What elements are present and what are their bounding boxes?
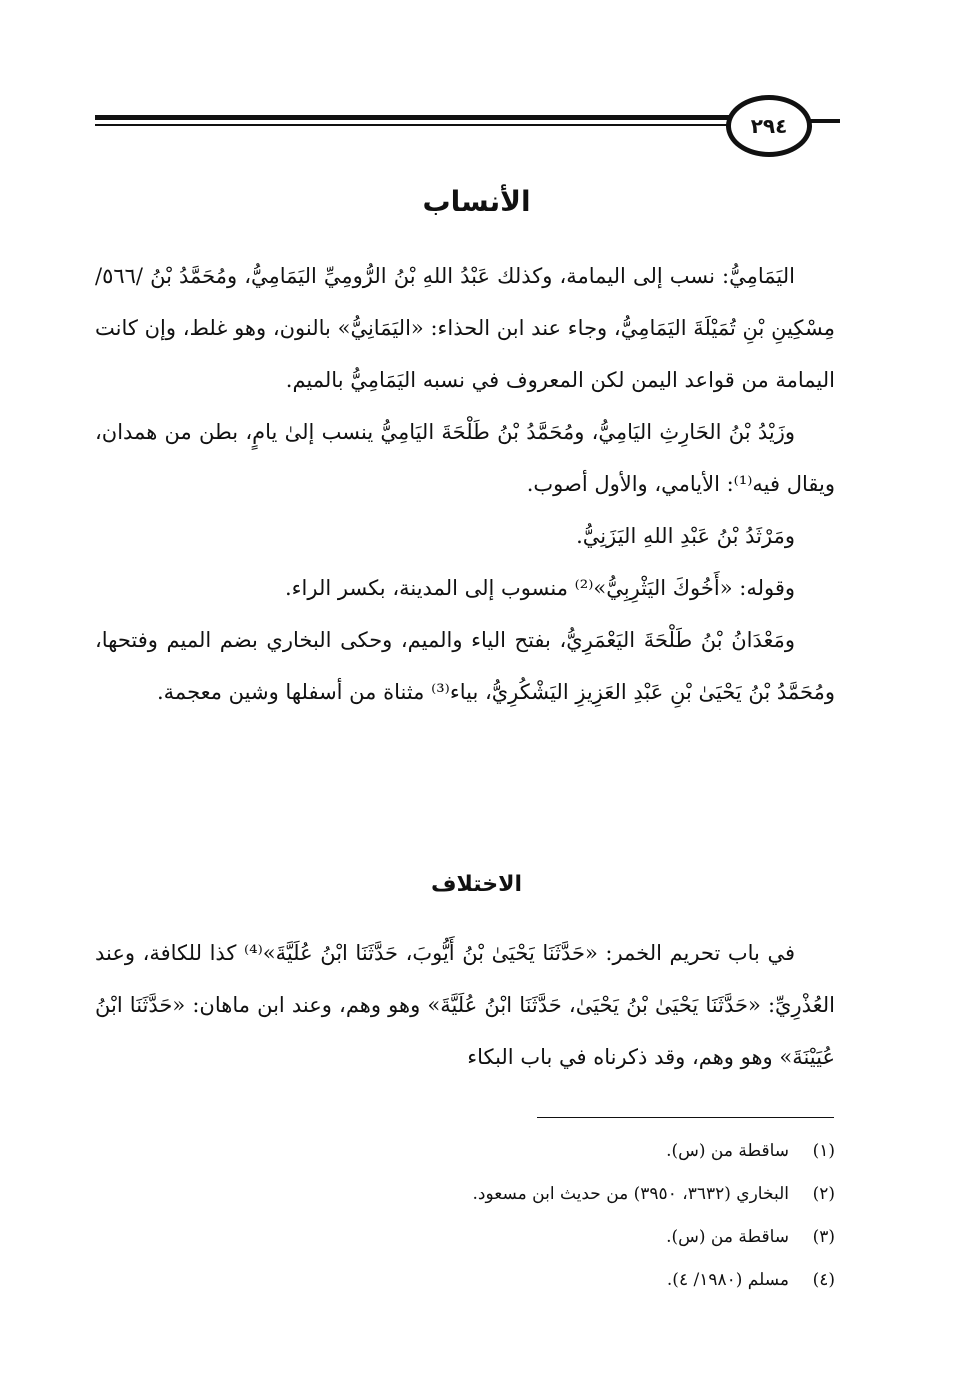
footnote [95,1173,835,1216]
page-header [95,95,840,167]
paragraph: ومَعْدَانُ بْنُ طَلْحَةَ اليَعْمَرِيُّ، بفتح الياء والميم، وحكى البخاري بضم الميم وفتحها، ومُحَمَّدُ بْنُ يَحْيَىٰ بْنِ عَبْدِ العَزِيزِ اليَشْكُرِيُّ، بياء⁽³⁾ مثناة من أسفلها وشين معجمة. [95,628,835,704]
paragraph: اليَمَامِيُّ: نسب إلى اليمامة، وكذلك عَبْدُ اللهِ بْنُ الرُّومِيِّ اليَمَامِيُّ، ومُحَمَّدُ بْنُ /٥٦٦/ مِسْكِينِ بْنِ تُمَيْلَةَ اليَمَامِيُّ، وجاء عند ابن الحذاء: «اليَمَانِيُّ» بالنون، وهو غلط، وإن كانت اليمامة من قواعد اليمن لكن المعروف في نسبه اليَمَامِيُّ بالميم. [95,264,835,392]
footnote-text: ساقطة من (س). [666,1227,789,1247]
paragraph: في باب تحريم الخمر: «حَدَّثَنَا يَحْيَىٰ بْنُ أَيُّوبَ، حَدَّثَنَا ابْنُ عُلَيَّةَ»⁽⁴⁾ كذا للكافة، وعند العُذْرِيِّ: «حَدَّثَنَا يَحْيَىٰ بْنُ يَحْيَىٰ، حَدَّثَنَا ابْنُ عُلَيَّةَ» وهو وهم، وعند ابن ماهان: «حَدَّثَنَا ابْنُ عُيَيْنَةَ» وهو وهم، وقد ذكرناه في باب البكاء [95,941,835,1069]
header-rule-thin [95,124,735,126]
section-title-ikhtilaf: الاختلاف [430,872,523,897]
footnotes [95,1130,835,1302]
header-rule-thick [95,115,735,120]
footnote-text: ساقطة من (س). [666,1141,789,1161]
paragraph: وقوله: «أَخُوكَ اليَثْرِبِيُّ»⁽²⁾ منسوب إلى المدينة، بكسر الراء. [285,576,795,600]
footnote [95,1130,835,1173]
footnote [95,1259,835,1302]
footnote-number: (١) [812,1141,835,1161]
paragraph: وزَيْدُ بْنُ الحَارِثِ اليَامِيُّ، ومُحَمَّدُ بْنُ طَلْحَةَ اليَامِيُّ ينسب إلىٰ يامٍ، بطن من همدان، ويقال فيه⁽¹⁾: الأيامي، والأول أصوب. [95,420,835,496]
section-title-ansab: الأنساب [422,185,531,218]
footnote-text: مسلم (١٩٨٠/ ٤). [666,1270,789,1290]
section-body-ikhtilaf [95,927,835,1083]
page-number: ٢٩٤ [726,95,812,157]
paragraph: ومَرْثَدُ بْنُ عَبْدِ اللهِ اليَزَنِيُّ. [576,524,795,548]
footnote-number: (٣) [812,1227,835,1247]
footnote-number: (٢) [812,1184,835,1204]
footnote-divider [537,1117,834,1118]
footnote-number: (٤) [812,1270,835,1290]
section-body-ansab [95,250,835,718]
footnote [95,1216,835,1259]
footnote-text: البخاري (٣٦٣٢، ٣٩٥٠) من حديث ابن مسعود. [472,1184,789,1204]
